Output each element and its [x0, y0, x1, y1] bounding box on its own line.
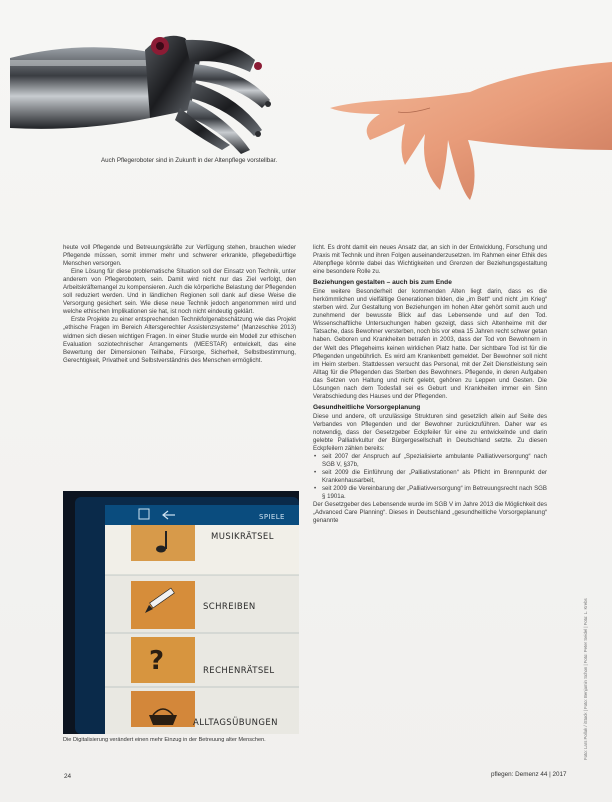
paragraph: licht. Es droht damit ein neues Ansatz dar, an sich in der Entwicklung, Forschung und Praxis mit Technik und ihren Folgen auseinanderzusetzen. Im Rahmen einer Ethik des Altenpflege könnte dabei das Wichtigkeiten und Grenzen der Beziehungsgestaltung eine besondere Rolle zu.	[313, 244, 547, 276]
tile-label-musikraetsel: MUSIKRÄTSEL	[211, 532, 274, 542]
bullet-list	[313, 453, 547, 501]
robot-hand-illustration	[10, 36, 271, 154]
tile-label-rechenraetsel: RECHENRÄTSEL	[203, 666, 275, 676]
tile-label-alltagsuebungen: ALLTAGSÜBUNGEN	[193, 718, 278, 728]
magazine-title: pflegen: Demenz 44 | 2017	[491, 771, 567, 778]
photo-credit: Foto: Lars Pollak / iStock | Foto: Benjamin Schon | Foto: Peter Seidel | Foto: L. Krebs	[583, 598, 588, 760]
hero-caption: Auch Pflegeroboter sind in Zukunft in der Altenpflege vorstellbar.	[101, 157, 278, 164]
list-item: • seit 2009 die Vereinbarung der „Palliativversorgung“ im Betreuungsrecht nach SGB § 1901a.	[313, 485, 547, 501]
paragraph: Erste Projekte zu einer entsprechenden Technikfolgenabschätzung wie das Projekt „ethische Fragen im Bereich Altersgerechter Assistenzsysteme“ (Manzeschke 2013) widmen sich diesen wichtigen Fragen. In einer Studie wurde ein Modell zur ethischen Evaluation soziotechnischer Arrangements (MEESTAR) entwickelt, das eine Bewertung der Dimensionen Teilhabe, Fürsorge, Sicherheit, Selbstbestimmung, Gerechtigkeit, Privatheit und Selbstverständnis des Menschen ermöglicht.	[63, 316, 296, 364]
page-number: 24	[64, 773, 72, 780]
paragraph: Eine weitere Besonderheit der kommenden Alten liegt darin, dass es die herkömmlichen und vielfältige Generationen bilden, die „im Bett“ und nicht „im Krieg“ sterben wird. Zur Gestaltung von Beziehungen im hohen Alter gehört somit auch und zunehmend der bewusste Blick auf das Lebensende und auf den Tod. Wissenschaftliche Untersuchungen haben gezeigt, dass sich Altenheime mit der Tatsache, dass Bewohner versterben, noch bis vor etwa 15 Jahren recht schwer getan haben. Geboren und Krankheiten betrafen in 2003, dass der Tod von Bewohnern in der Welt des Pflegeheims keinen wirklichen Platz hatte. Der sichtbare Tod ist für die Pflegenden ungebührlich. Es wird am Krankenbett gemeldet. Der Bewohner soll nicht im Heim sterben. Stattdessen versucht das Personal, mit der Zeit Dienstleistung sein Alltag für die Pflegenden das Sterben des Bewohners. Pflegende, in deren Aufgaben das Setzen von Haltung und nicht gelebt, gehören zu Leppen und Gesten. Die Lösungen nach dem Todesfall sei es Geburt und Krankheiten immer ein Sinn Verabschiedung des Hauses und der Pflegenden.	[313, 288, 547, 400]
hero-image	[0, 0, 612, 240]
right-column-text	[313, 244, 547, 526]
question-mark-icon: ?	[149, 646, 165, 676]
paragraph: Der Gesetzgeber des Lebensende wurde im SGB V im Jahre 2013 die Möglichkeit des „Advanced Care Planning“. Dieses in Deutschland „gesundheitliche Vorsorgeplanung“ genannte	[313, 501, 547, 525]
section-heading: Gesundheitliche Vorsorgeplanung	[313, 403, 421, 411]
paragraph: heute voll Pflegende und Betreuungskräfte zur Verfügung stehen, brauchen wieder Pflegende müssen, somit immer mehr und schwerer erkrankte, pflegebedürftige Menschen versorgen.	[63, 244, 296, 268]
list-item: • seit 2007 der Anspruch auf „Spezialisierte ambulante Palliativversorgung“ nach SGB V, §37b,	[313, 453, 547, 469]
tile-label-schreiben: SCHREIBEN	[203, 602, 256, 612]
section-heading: Beziehungen gestalten – auch bis zum Ende	[313, 279, 452, 287]
photo-caption: Die Digitalisierung verändert einen mehr Einzug in der Betreuung alter Menschen.	[63, 737, 266, 743]
tablet-header-label: SPIELE	[259, 513, 285, 521]
list-item: • seit 2009 die Einführung der „Palliativstationen“ als Pflicht im Brennpunkt der Krankenhausarbeit,	[313, 469, 547, 485]
left-column-text	[63, 244, 296, 365]
human-hand-illustration	[330, 62, 612, 200]
paragraph: Eine Lösung für diese problematische Situation soll der Einsatz von Technik, unter anderem von Pflegerobotern, sein. Damit wird nicht nur das Ziel verfolgt, den Arbeitskräftemangel zu kompensieren. Auch die körperliche Belastung der Pflegenden soll reduziert werden. Und in ländlichen Regionen soll dank auf diese Weise die Versorgung gesichert sein. Wie diese neue Technik jedoch angenommen wird und welche ethischen Implikationen sie hat, ist noch nicht eindeutig geklärt.	[63, 268, 296, 316]
paragraph: Diese und andere, oft unzulässige Strukturen sind gesetzlich allein auf Seite des Verbandes von Pflegenden und der Bewohner zurückzuführen. Daher war es notwendig, dass der Gesetzgeber Eckpfeiler für eine zu entwickelnde und darin gelebte Palliativkultur der Bürgergesellschaft in Deutschland setzte. Zu diesen Eckpfeilern zählen bereits:	[313, 412, 547, 453]
tablet-photo	[63, 491, 299, 734]
